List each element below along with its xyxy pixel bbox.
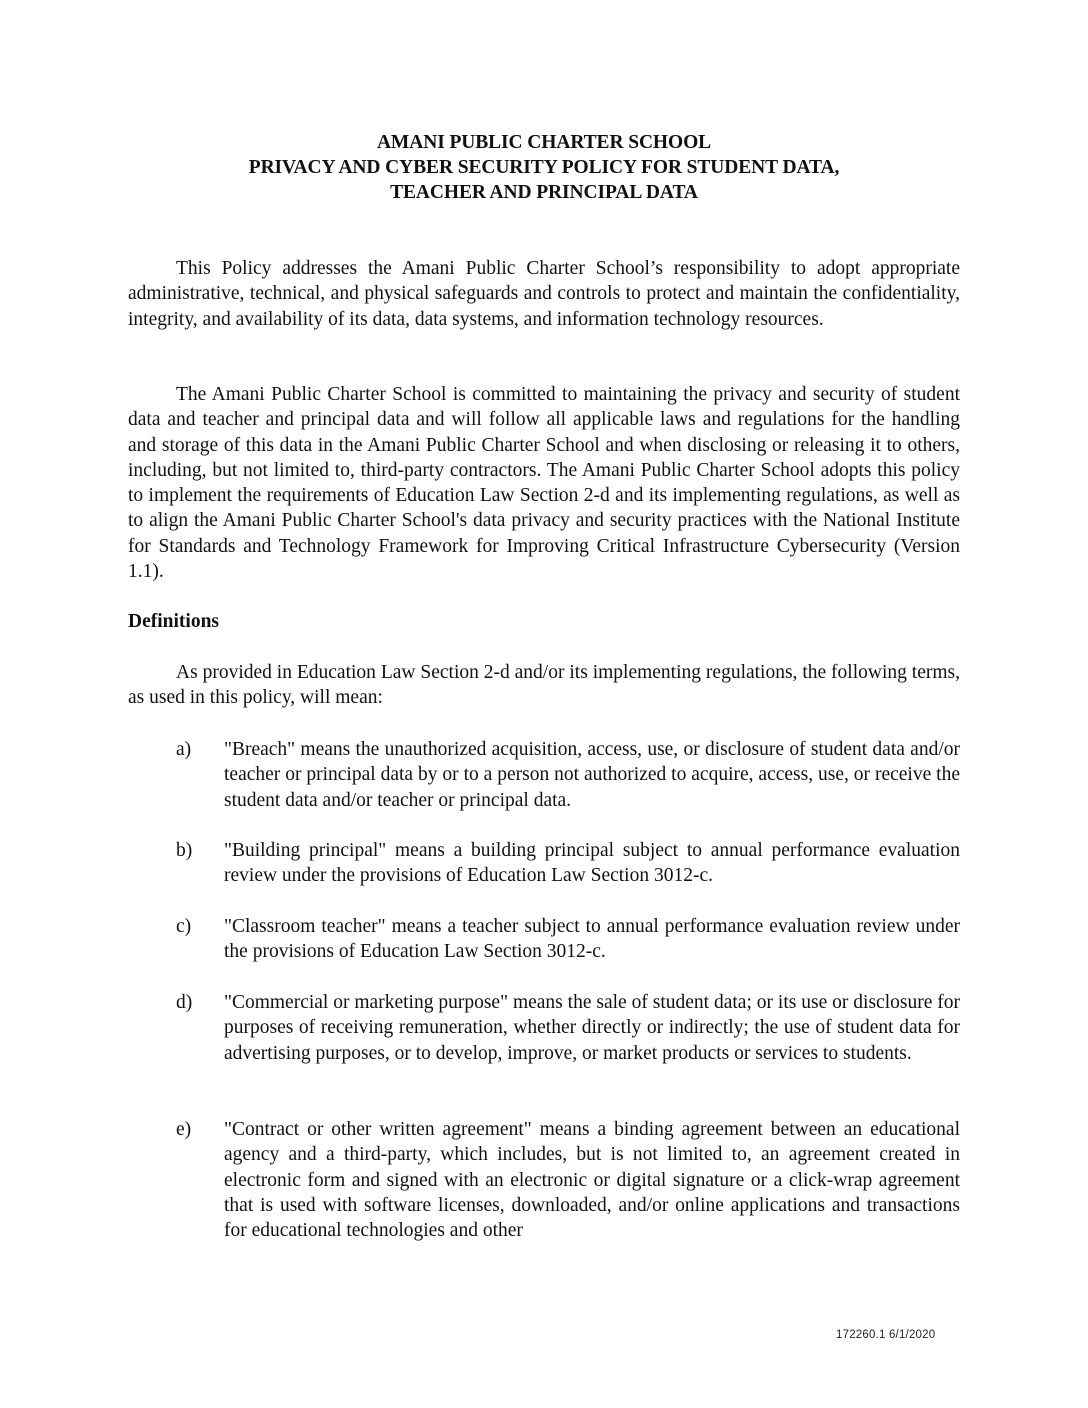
definition-item-commercial-purpose	[176, 990, 960, 1066]
title-line-policy: PRIVACY AND CYBER SECURITY POLICY FOR STUDENT DATA,	[248, 157, 840, 178]
list-marker: d)	[176, 992, 193, 1013]
definition-item-building-principal	[176, 838, 960, 889]
definitions-intro: As provided in Education Law Section 2-d and/or its implementing regulations, the following terms, as used in this policy, will mean:	[128, 662, 960, 709]
definitions-heading: Definitions	[128, 611, 220, 632]
title-line-school: AMANI PUBLIC CHARTER SCHOOL	[376, 132, 712, 153]
intro-paragraph: This Policy addresses the Amani Public Charter School’s responsibility to adopt appropriate administrative, technical, and physical safeguards and controls to protect and maintain the confidentiality, integrity, and availability of its data, data systems, and information technology resources.	[128, 258, 960, 330]
definition-text: "Classroom teacher" means a teacher subject to annual performance evaluation review under the provisions of Education Law Section 3012-c.	[224, 916, 960, 963]
definition-text: "Commercial or marketing purpose" means the sale of student data; or its use or disclosure for purposes of receiving remuneration, whether directly or indirectly; the use of student data for advertising purposes, or to develop, improve, or market products or services to students.	[224, 992, 960, 1064]
definition-item-breach	[176, 737, 960, 813]
definition-item-contract	[176, 1117, 960, 1243]
document-title	[0, 130, 1088, 205]
title-line-subject: TEACHER AND PRINCIPAL DATA	[390, 182, 698, 203]
definition-item-classroom-teacher	[176, 914, 960, 965]
list-marker: b)	[176, 840, 193, 861]
definition-text: "Breach" means the unauthorized acquisition, access, use, or disclosure of student data and/or teacher or principal data by or to a person not authorized to acquire, access, use, or receive the student data and/or teacher or principal data.	[224, 739, 960, 811]
list-marker: c)	[176, 916, 192, 937]
list-marker: a)	[176, 739, 192, 760]
definition-text: "Contract or other written agreement" means a binding agreement between an educational agency and a third-party, which includes, but is not limited to, an agreement created in electronic form and signed with an electronic or digital signature or a click-wrap agreement that is used with software licenses, downloaded, and/or online applications and transactions for educational technologies and other	[224, 1119, 960, 1242]
footer-document-code: 172260.1 6/1/2020	[836, 1329, 936, 1341]
definition-text: "Building principal" means a building principal subject to annual performance evaluation review under the provisions of Education Law Section 3012-c.	[224, 840, 960, 887]
list-marker: e)	[176, 1119, 192, 1140]
commitment-paragraph: The Amani Public Charter School is committed to maintaining the privacy and security of student data and teacher and principal data and will follow all applicable laws and regulations for the handling and storage of this data in the Amani Public Charter School and when disclosing or releasing it to others, including, but not limited to, third-party contractors. The Amani Public Charter School adopts this policy to implement the requirements of Education Law Section 2-d and its implementing regulations, as well as to align the Amani Public Charter School's data privacy and security practices with the National Institute for Standards and Technology Framework for Improving Critical Infrastructure Cybersecurity (Version 1.1).	[128, 384, 960, 583]
